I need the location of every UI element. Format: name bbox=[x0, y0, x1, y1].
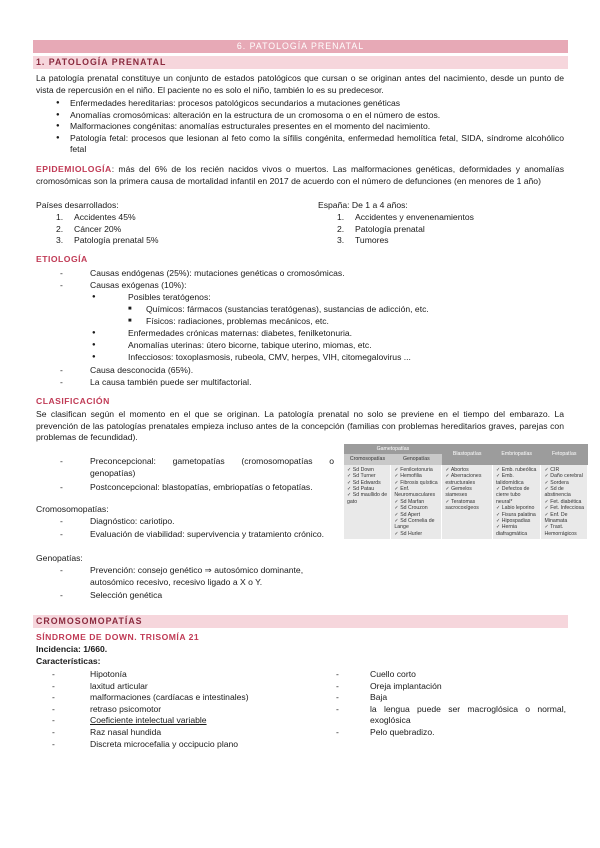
down-incidencia: Incidencia: 1/660. bbox=[36, 644, 108, 654]
list-item: Tumores bbox=[355, 235, 389, 246]
table-cell-embriopatias: ✓ Emb. rubeólica ✓ Emb. talidomídica ✓ Defectos de cierre tubo neural* ✓ Labio leporino ✓ Fisura palatina ✓ Hipospadias ✓ Hernia diafragmática bbox=[492, 465, 541, 539]
etiologia-fisicos: Físicos: radiaciones, problemas mecánicos, etc. bbox=[146, 316, 329, 326]
etiologia-title: ETIOLOGÍA bbox=[36, 254, 88, 264]
dash: - bbox=[60, 590, 63, 600]
clasificacion-prevencion: Prevención: consejo genético ⇒ autosómico dominante, autosómico recesivo, recesivo ligado a X o Y. bbox=[90, 565, 304, 587]
list-item: Patología prenatal 5% bbox=[74, 235, 159, 246]
list-item: Pelo quebradizo. bbox=[370, 726, 435, 737]
section-title: 1. PATOLOGÍA PRENATAL bbox=[33, 56, 568, 69]
dash: - bbox=[60, 365, 63, 375]
clasificacion-seleccion: Selección genética bbox=[90, 590, 163, 600]
espana-list: 1. Accidentes y envenenamientos 2. Patología prenatal 3. Tumores bbox=[337, 212, 474, 246]
bullet-square: ■ bbox=[128, 306, 132, 312]
dash: - bbox=[60, 482, 63, 492]
dash: - bbox=[60, 268, 63, 278]
list-item: Hipotonía bbox=[90, 669, 127, 679]
etiologia-uterinas: Anomalías uterinas: útero bicorne, tabique uterino, miomas, etc. bbox=[128, 340, 372, 350]
cromosomopatias-label: Cromosomopatías: bbox=[36, 504, 109, 514]
list-item: Baja bbox=[370, 692, 388, 703]
clasificacion-postconcepcional: Postconcepcional: blastopatías, embriopatías o fetopatías. bbox=[90, 482, 313, 492]
list-item: Accidentes y envenenamientos bbox=[355, 212, 474, 222]
table-cell-fetopatias: ✓ CIR ✓ Daño cerebral ✓ Sordera ✓ Sd de abstinencia ✓ Fet. diabética ✓ Fet. Infecciosa ✓ Enf. De Minamata ✓ Trast. Hemorrágicos bbox=[541, 465, 588, 539]
table-header: Gametopatías bbox=[344, 444, 442, 454]
table-subheader: Genopatías bbox=[391, 454, 442, 464]
dash: - bbox=[60, 456, 63, 466]
epidemiologia-label: EPIDEMIOLOGÍA bbox=[36, 164, 112, 174]
dash: - bbox=[60, 529, 63, 539]
list-item: Patología prenatal bbox=[355, 223, 425, 234]
clasificacion-evaluacion: Evaluación de viabilidad: supervivencia y tratamiento crónico. bbox=[90, 529, 325, 539]
desarrollados-title: Países desarrollados: bbox=[36, 200, 119, 210]
bullet-item: ● Patología fetal: procesos que lesionan al feto como la sífilis congénita, enfermedad hemolítica fetal, SIDA, síndrome alcohólico fetal bbox=[56, 133, 564, 156]
list-item: Raz nasal hundida bbox=[90, 726, 162, 737]
espana-title: España: De 1 a 4 años: bbox=[318, 200, 408, 210]
etiologia-endogenas: Causas endógenas (25%): mutaciones genéticas o cromosómicas. bbox=[90, 268, 345, 278]
clasificacion-preconcepcional: Preconcepcional: gametopatías (cromosomopatías o genopatías) bbox=[90, 456, 334, 478]
table-header: Embriopatías bbox=[492, 444, 541, 465]
intro-bullets bbox=[56, 98, 564, 156]
bullet-square: ■ bbox=[128, 318, 132, 324]
list-item: laxitud articular bbox=[90, 680, 148, 691]
dash: - bbox=[60, 280, 63, 290]
table-cell-blastopatias: ✓ Abortos ✓ Aberraciones estructurales ✓ Gemelos siameses ✓ Teratomas sacrocoxígeos bbox=[442, 465, 493, 539]
list-item: Accidentes 45% bbox=[74, 212, 136, 222]
list-item: Discreta microcefalia y occipucio plano bbox=[90, 738, 239, 749]
clasificacion-title: CLASIFICACIÓN bbox=[36, 396, 110, 406]
etiologia-infecciosos: Infecciosos: toxoplasmosis, rubeola, CMV, herpes, VIH, citomegalovirus ... bbox=[128, 352, 411, 362]
etiologia-quimicos: Químicos: fármacos (sustancias teratógenas), sustancias de adicción, etc. bbox=[146, 304, 429, 314]
bullet-dot: ● bbox=[92, 342, 96, 348]
classification-table bbox=[344, 444, 588, 539]
cromosomopatias-band: CROMOSOMOPATÍAS bbox=[33, 615, 568, 628]
bullet-dot: ● bbox=[92, 330, 96, 336]
bullet-item: ● Anomalías cromosómicas: alteración en la estructura de un cromosoma o en el número de estos. bbox=[56, 110, 564, 122]
dash: - bbox=[60, 565, 63, 575]
bullet-item: ● Malformaciones congénitas: anomalías estructurales presentes en el momento del nacimiento. bbox=[56, 121, 564, 133]
down-title: SÍNDROME DE DOWN. TRISOMÍA 21 bbox=[36, 632, 200, 642]
table-cell-cromosopatias: ✓ Sd Down ✓ Sd Turner ✓ Sd Edwards ✓ Sd Patau ✓ Sd maullido de gato bbox=[344, 465, 391, 539]
down-left-list: - Hipotonía - laxitud articular - malformaciones (cardíacas e intestinales) - retraso psicomotor - Coeficiente intelectual variable - Raz nasal hundida - Discreta microcefalia y occipucio plano bbox=[52, 669, 249, 749]
clasificacion-paragraph: Se clasifican según el momento en el que se originan. La patología prenatal no solo se previene en el tiempo del embarazo. La prevención de las patologías prenatales empieza incluso antes de la concepción (familias con problemas hereditarios graves, parejas con problemas de fecundidad). bbox=[36, 409, 564, 443]
genopatias-label: Genopatías: bbox=[36, 553, 83, 563]
bullet-dot: ● bbox=[92, 294, 96, 300]
table-cell-genopatias: ✓ Fenilcetonuria ✓ Hemofilia ✓ Fibrosis quística ✓ Enf. Neuromusculares ✓ Sd Marfan ✓ Sd Crouzon ✓ Sd Apert ✓ Sd Cornelia de Lange ✓ Sd Hurler bbox=[391, 465, 442, 539]
dash: - bbox=[60, 516, 63, 526]
list-item: Oreja implantación bbox=[370, 680, 442, 691]
table-header: Fetopatías bbox=[541, 444, 588, 465]
etiologia-teratogenos: Posibles teratógenos: bbox=[128, 292, 211, 302]
list-item: retraso psicomotor bbox=[90, 703, 162, 714]
epidemiologia-paragraph bbox=[36, 164, 564, 187]
list-item: malformaciones (cardíacas e intestinales) bbox=[90, 692, 249, 703]
etiologia-desconocida: Causa desconocida (65%). bbox=[90, 365, 194, 375]
desarrollados-list: 1. Accidentes 45% 2. Cáncer 20% 3. Patología prenatal 5% bbox=[56, 212, 159, 246]
table-header: Blastopatías bbox=[442, 444, 493, 465]
dash: - bbox=[60, 377, 63, 387]
list-item: Coeficiente intelectual variable bbox=[90, 715, 207, 726]
down-caracteristicas: Características: bbox=[36, 656, 101, 666]
down-right-list: - Cuello corto - Oreja implantación - Baja - la lengua puede ser macroglósica o normal, exoglósica - Pelo quebradizo. bbox=[336, 669, 566, 737]
bullet-item: ● Enfermedades hereditarias: procesos patológicos secundarios a mutaciones genéticas bbox=[56, 98, 564, 110]
etiologia-multifactorial: La causa también puede ser multifactorial. bbox=[90, 377, 252, 387]
list-item: la lengua puede ser macroglósica o normal, exoglósica bbox=[370, 703, 566, 726]
epidemiologia-text: : más del 6% de los recién nacidos vivos o muertos. Las malformaciones genéticas, deformidades y anomalías cromosómicas son la primera causa de mortalidad infantil en 2017 de acuerdo con el número de defunciones (en menores de 1 año) bbox=[36, 164, 564, 186]
etiologia-exogenas: Causas exógenas (10%): bbox=[90, 280, 187, 290]
list-item: Cuello corto bbox=[370, 669, 416, 679]
bullet-dot: ● bbox=[92, 354, 96, 360]
table-subheader: Cromosopatías bbox=[344, 454, 391, 464]
intro-paragraph: La patología prenatal constituye un conjunto de estados patológicos que cursan o se originan antes del nacimiento, desde un punto de vista de repercusión en el niño. El paciente no es solo el niño, también lo es su predecesor. bbox=[36, 73, 564, 95]
clasificacion-diagnostico: Diagnóstico: cariotipo. bbox=[90, 516, 175, 526]
list-item: Cáncer 20% bbox=[74, 223, 122, 234]
chapter-title: 6. PATOLOGÍA PRENATAL bbox=[33, 40, 568, 53]
etiologia-cronicas: Enfermedades crónicas maternas: diabetes, fenilketonuria. bbox=[128, 328, 353, 338]
